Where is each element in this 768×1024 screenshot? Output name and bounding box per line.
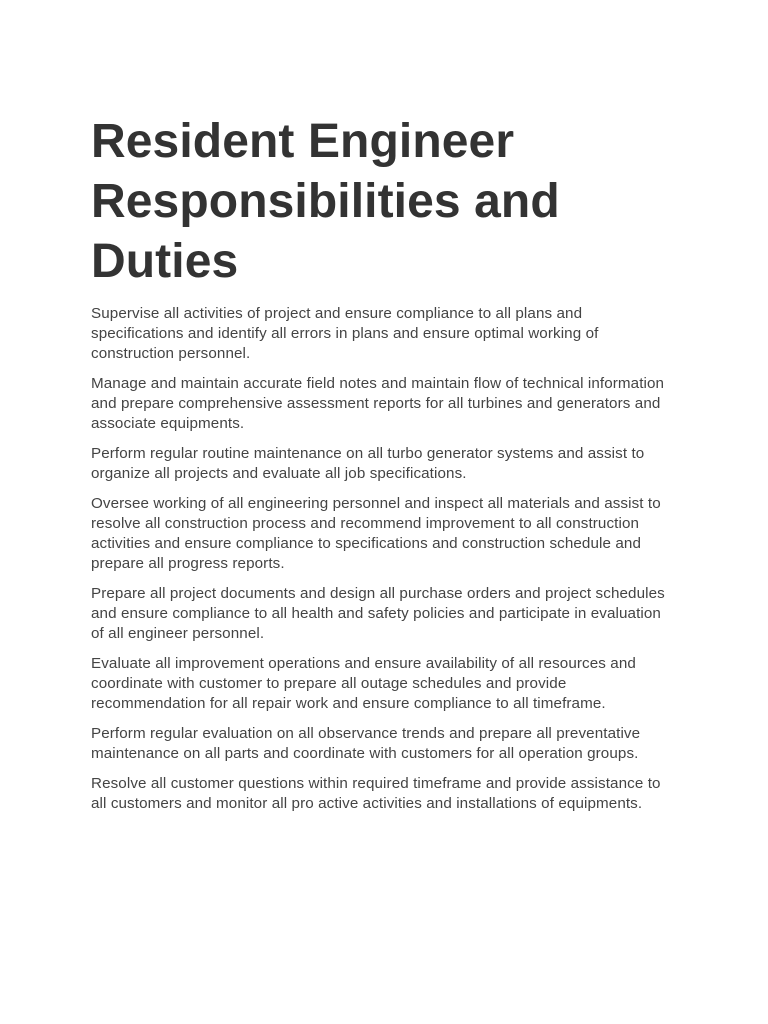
paragraph: Resolve all customer questions within required timeframe and provide assistance to all customers and monitor all pro active activities and installations of equipments. [91, 775, 661, 812]
paragraph: Evaluate all improvement operations and ensure availability of all resources and coordinate with customer to prepare all outage schedules and provide recommendation for all repair work and ensure compliance to all timeframe. [91, 655, 636, 712]
paragraph: Perform regular routine maintenance on all turbo generator systems and assist to organize all projects and evaluate all job specifications. [91, 445, 645, 482]
paragraph: Prepare all project documents and design all purchase orders and project schedules and ensure compliance to all health and safety policies and participate in evaluation of all engineer personnel. [91, 585, 665, 642]
page-title [91, 112, 671, 292]
title-line: Responsibilities and [91, 175, 560, 228]
paragraph: Manage and maintain accurate field notes and maintain flow of technical information and prepare comprehensive assessment reports for all turbines and generators and associate equipments. [91, 375, 665, 432]
title-line: Duties [91, 235, 239, 288]
paragraph: Oversee working of all engineering personnel and inspect all materials and assist to resolve all construction process and recommend improvement to all construction activities and ensure compliance to specifications and construction schedule and prepare all progress reports. [91, 495, 661, 572]
document-page [91, 112, 671, 814]
document-body [91, 304, 671, 814]
title-line: Resident Engineer [91, 115, 515, 168]
paragraph: Perform regular evaluation on all observance trends and prepare all preventative maintenance on all parts and coordinate with customers for all operation groups. [91, 725, 641, 762]
paragraph: Supervise all activities of project and ensure compliance to all plans and specifications and identify all errors in plans and ensure optimal working of construction personnel. [91, 305, 599, 362]
